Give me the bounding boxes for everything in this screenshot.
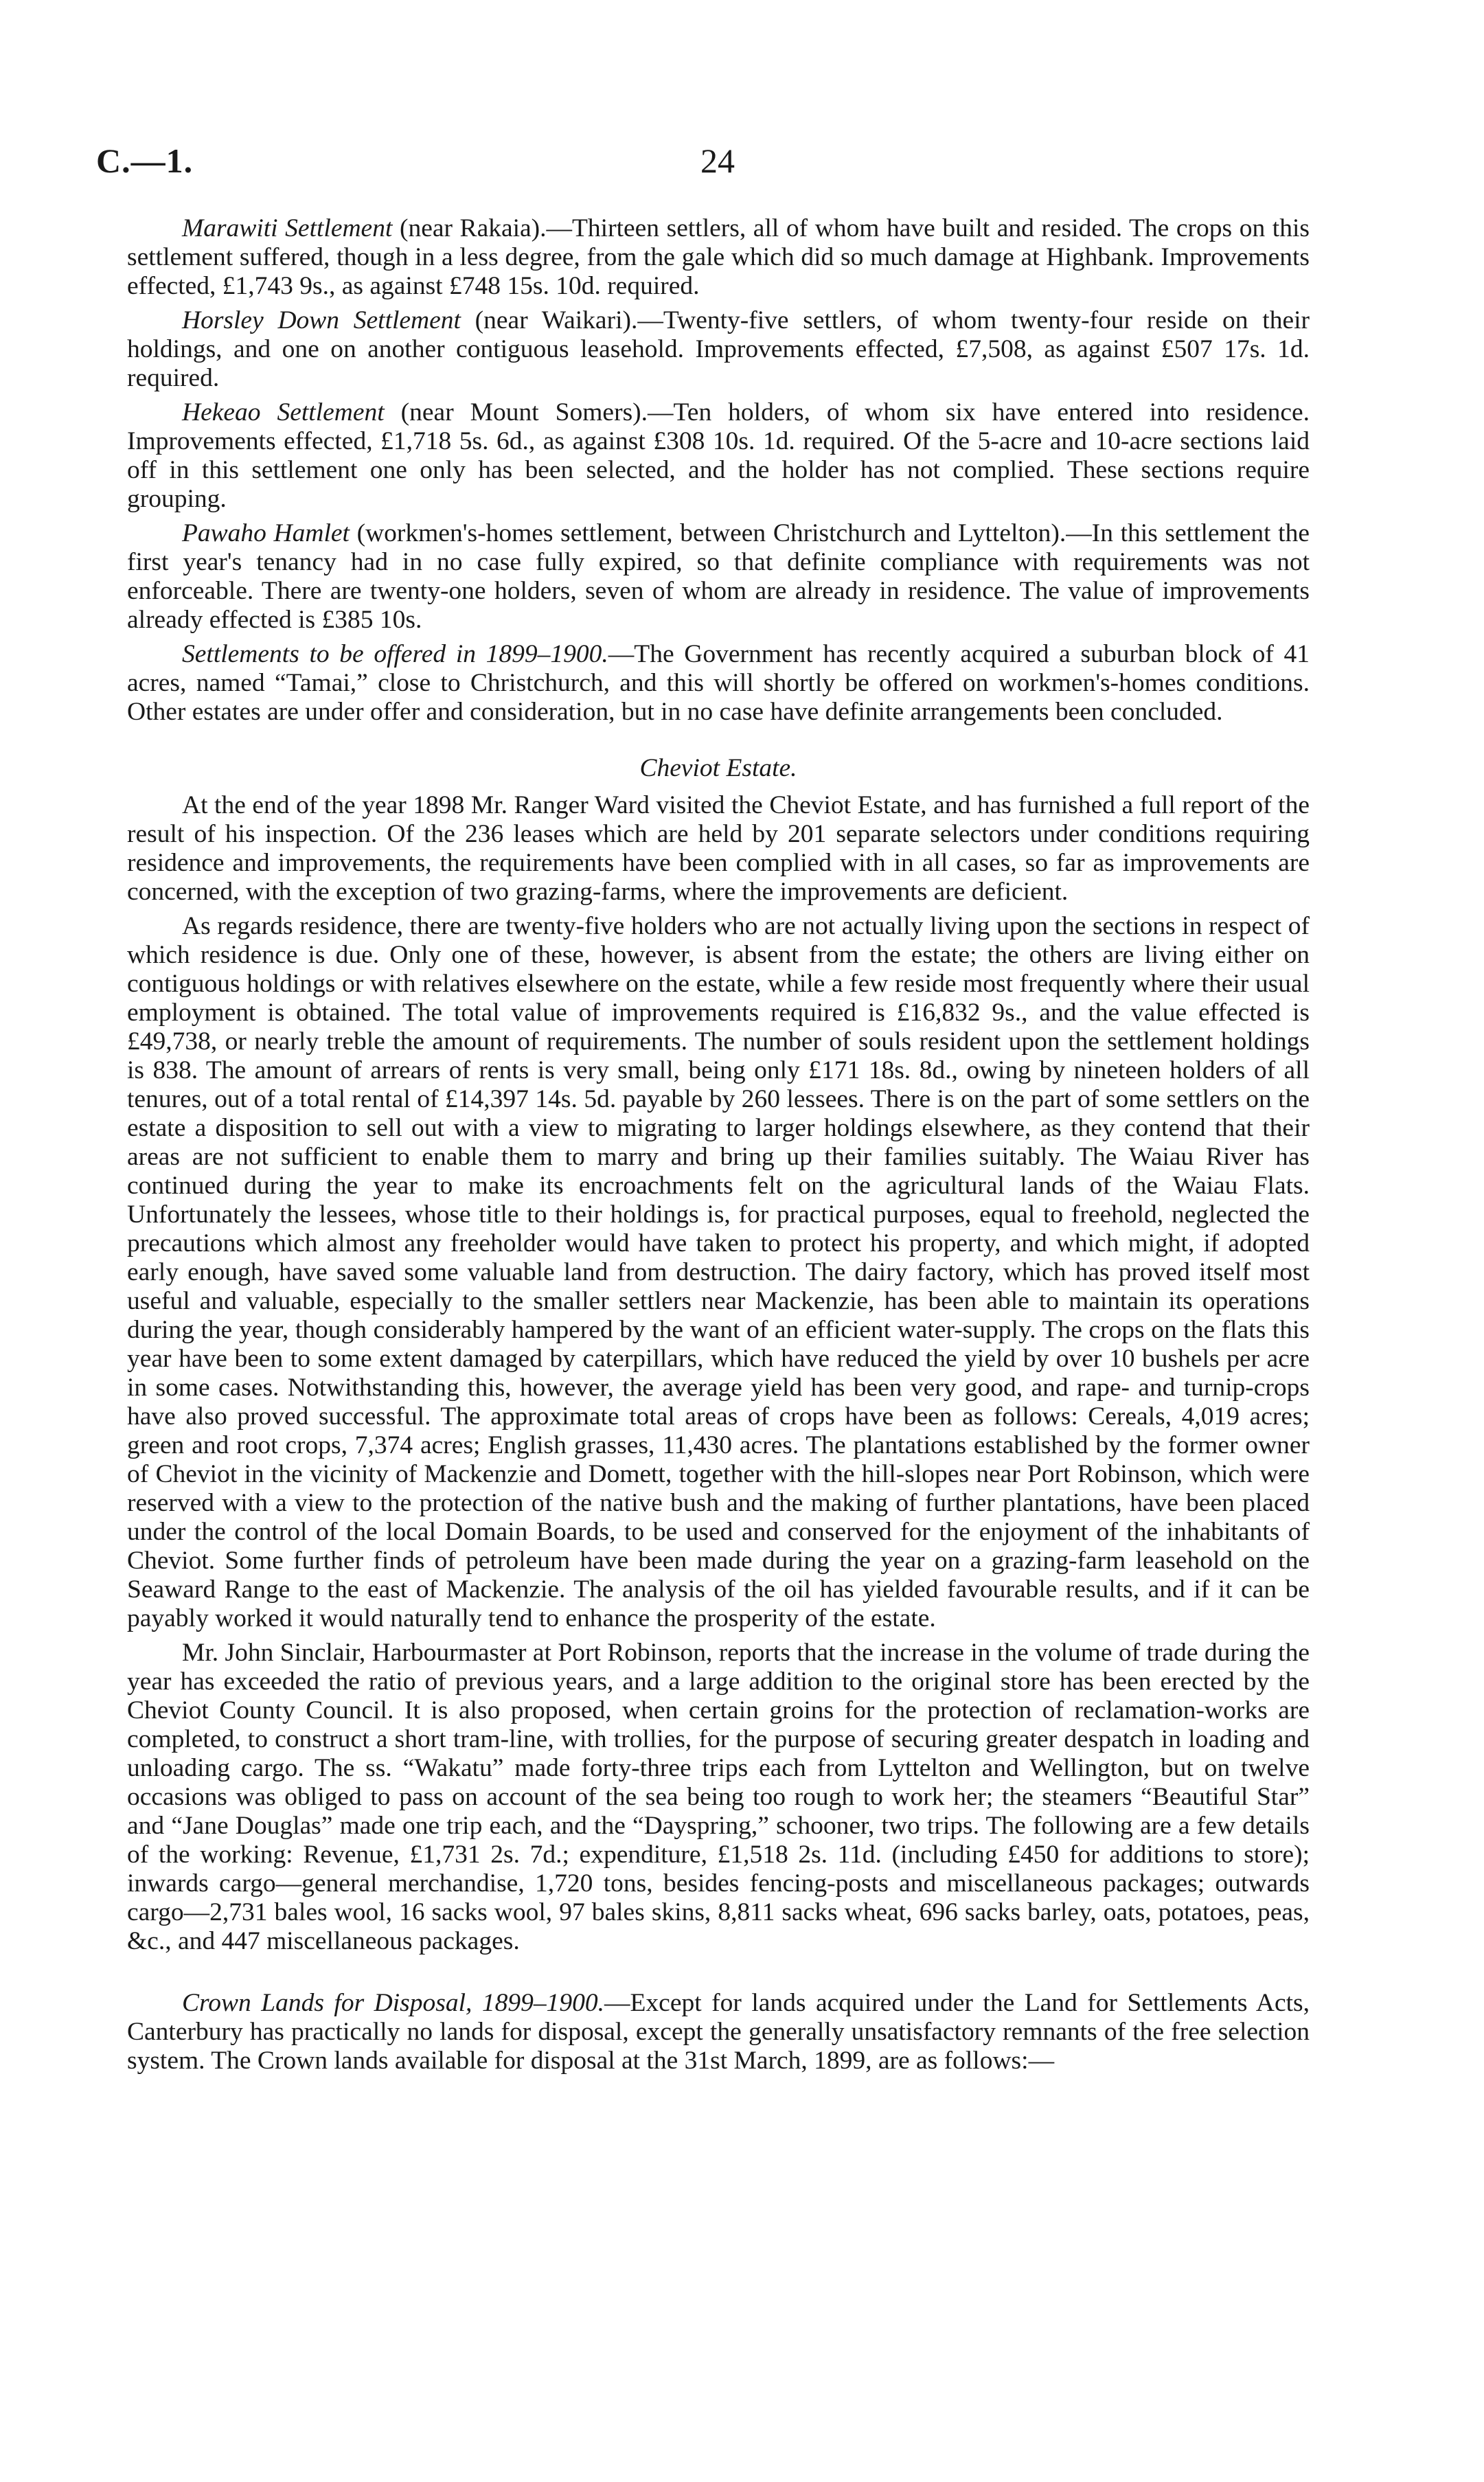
paragraph-text: At the end of the year 1898 Mr. Ranger Ward visited the Cheviot Estate, and has furnished a full report of the result of his inspection. Of the 236 leases which are held by 201 separate selectors under conditions requiring residence and improvements, the requirements have been complied with in all cases, so far as improvements are concerned, with the exception of two grazing-farms, where the improvements are deficient.	[127, 791, 1310, 906]
paragraph-lead: Hekeao Settlement	[182, 398, 385, 426]
paragraph-text: (near Rakaia).—Thirteen settlers, all of whom have built and resided. The crops on this settlement suffered, though in a less degree, from the gale which did so much damage at Highbank. Improvements effected, £1,743 9s., as against £748 15s. 10d. required.	[127, 214, 1310, 300]
paragraph-lead: Horsley Down Settlement	[182, 306, 461, 334]
paragraph-lead: Crown Lands for Disposal, 1899–1900.	[182, 1989, 605, 2017]
document-reference: C.—1.	[96, 141, 194, 180]
page-header	[96, 141, 1397, 189]
paragraph-text: As regards residence, there are twenty-five holders who are not actually living upon the sections in respect of which residence is due. Only one of these, however, is absent from the estate; the others are living either on contiguous holdings or with relatives elsewhere on the estate, while a few reside most frequently where their usual employment is obtained. The total value of improvements required is £16,832 9s., and the value effected is £49,738, or nearly treble the amount of requirements. The number of souls resident upon the settlement holdings is 838. The amount of arrears of rents is very small, being only £171 18s. 8d., owing by nineteen holders of all tenures, out of a total rental of £14,397 14s. 5d. payable by 260 lessees. There is on the part of some settlers on the estate a disposition to sell out with a view to migrating to larger holdings elsewhere, as they contend that their areas are not sufficient to enable them to marry and bring up their families suitably. The Waiau River has continued during the year to make its encroachments felt on the agricultural lands of the Waiau Flats. Unfortunately the lessees, whose title to their holdings is, for practical purposes, equal to freehold, neglected the precautions which almost any freeholder would have taken to protect his property, and which might, if adopted early enough, have saved some valuable land from destruction. The dairy factory, which has proved itself most useful and valuable, especially to the smaller settlers near Mackenzie, has been able to maintain its operations during the year, though considerably hampered by the want of an efficient water-supply. The crops on the flats this year have been to some extent damaged by caterpillars, which have reduced the yield by over 10 bushels per acre in some cases. Notwithstanding this, however, the average yield has been very good, and rape- and turnip-crops have also proved successful. The approximate total areas of crops have been as follows: Cereals, 4,019 acres; green and root crops, 7,374 acres; English grasses, 11,430 acres. The plantations established by the former owner of Cheviot in the vicinity of Mackenzie and Domett, together with the hill-slopes near Port Robinson, which were reserved with a view to the protection of the native bush and the making of further plantations, have been placed under the control of the local Domain Boards, to be used and conserved for the enjoyment of the inhabitants of Cheviot. Some further finds of petroleum have been made during the year on a grazing-farm leasehold on the Seaward Range to the east of Mackenzie. The analysis of the oil has yielded favourable results, and if it can be payably worked it would naturally tend to enhance the prosperity of the estate.	[127, 912, 1310, 1632]
page-body	[127, 214, 1310, 2081]
paragraph-hekeao	[127, 398, 1310, 514]
paragraph-text: —The Government has recently acquired a suburban block of 41 acres, named “Tamai,” close to Christchurch, and this will shortly be offered on workmen's-homes conditions. Other estates are under offer and consideration, but in no case have definite arrangements been concluded.	[127, 640, 1310, 726]
paragraph-settlements-offered	[127, 640, 1310, 727]
paragraph-port-robinson	[127, 1639, 1310, 1956]
paragraph-text: Mr. John Sinclair, Harbourmaster at Port Robinson, reports that the increase in the volume of trade during the year has exceeded the ratio of previous years, and a large addition to the original store has been erected by the Cheviot County Council. It is also proposed, when certain groins for the protection of reclamation-works are completed, to construct a short tram-line, with trollies, for the purpose of securing greater despatch in loading and unloading cargo. The ss. “Wakatu” made forty-three trips each from Lyttelton and Wellington, but on twelve occasions was obliged to pass on account of the sea being too rough to work her; the steamers “Beautiful Star” and “Jane Douglas” made one trip each, and the “Dayspring,” schooner, two trips. The following are a few details of the working: Revenue, £1,731 2s. 7d.; expenditure, £1,518 2s. 11d. (including £450 for additions to store); inwards cargo—general merchandise, 1,720 tons, besides fencing-posts and miscellaneous packages; outwards cargo—2,731 bales wool, 16 sacks wool, 97 bales skins, 8,811 sacks wheat, 696 sacks barley, oats, potatoes, peas, &c., and 447 miscellaneous packages.	[127, 1639, 1310, 1955]
paragraph-marawiti	[127, 214, 1310, 301]
paragraph-text: (near Waikari).—Twenty-five settlers, of whom twenty-four reside on their holdings, and one on another contiguous leasehold. Improvements effected, £7,508, as against £507 17s. 1d. required.	[127, 306, 1310, 392]
paragraph-lead: Pawaho Hamlet	[182, 519, 350, 547]
paragraph-text: (near Mount Somers).—Ten holders, of whom six have entered into residence. Improvements effected, £1,718 5s. 6d., as against £308 10s. 1d. required. Of the 5-acre and 10-acre sections laid off in this settlement one only has been selected, and the holder has not complied. These sections require grouping.	[127, 398, 1310, 513]
paragraph-text: (workmen's-homes settlement, between Christchurch and Lyttelton).—In this settlement the first year's tenancy had in no case fully expired, so that definite compliance with requirements was not enforceable. There are twenty-one holders, seven of whom are already in residence. The value of improvements already effected is £385 10s.	[127, 519, 1310, 634]
paragraph-horsley-down	[127, 306, 1310, 393]
page-number: 24	[700, 141, 735, 180]
paragraph-cheviot-inspection	[127, 791, 1310, 907]
section-heading-cheviot: Cheviot Estate.	[639, 754, 797, 782]
paragraph-lead: Settlements to be offered in 1899–1900.	[182, 640, 608, 668]
paragraph-crown-lands	[127, 1989, 1310, 2075]
paragraph-text: —Except for lands acquired under the Land for Settlements Acts, Canterbury has practically no lands for disposal, except the generally unsatisfactory remnants of the free selection system. The Crown lands available for disposal at the 31st March, 1899, are as follows:—	[127, 1989, 1310, 2075]
paragraph-pawaho	[127, 519, 1310, 635]
paragraph-lead: Marawiti Settlement	[182, 214, 393, 242]
paragraph-cheviot-residence	[127, 912, 1310, 1633]
